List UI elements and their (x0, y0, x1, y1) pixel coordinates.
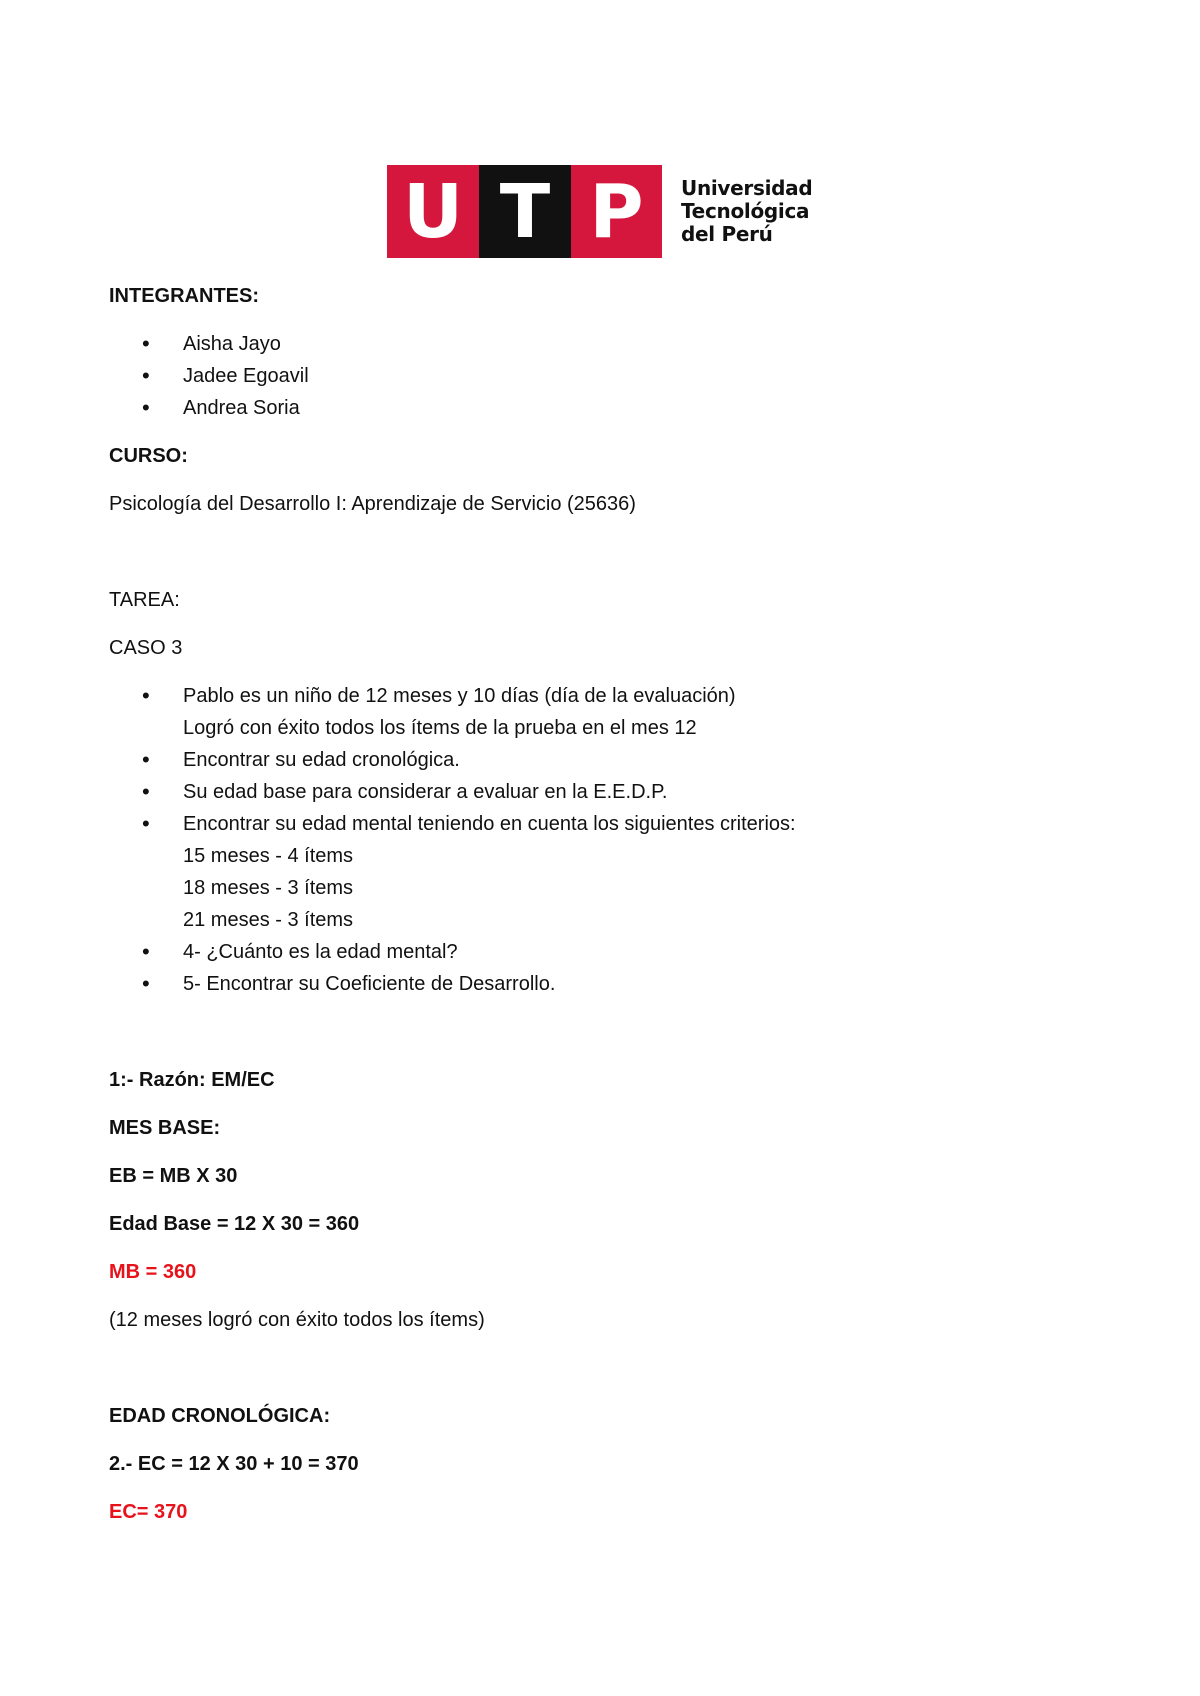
task-subline: 15 meses - 4 ítems (183, 845, 354, 867)
task-subline: 21 meses - 3 ítems (183, 909, 354, 931)
logo-letter-u: U (387, 165, 479, 258)
task-text: Pablo es un niño de 12 meses y 10 días (día de la evaluación) (183, 685, 736, 707)
bullet-icon: • (142, 811, 150, 836)
ec-formula: 2.- EC = 12 X 30 + 10 = 370 (109, 1453, 359, 1475)
document-body (109, 280, 1109, 1528)
bullet-icon: • (142, 331, 150, 356)
task-subline: 18 meses - 3 ítems (183, 877, 354, 899)
list-item (109, 808, 1109, 936)
list-item (109, 360, 1109, 392)
task-text: 5- Encontrar su Coeficiente de Desarrollo. (183, 973, 556, 995)
task-text: Su edad base para considerar a evaluar en la E.E.D.P. (183, 781, 668, 803)
curso-heading: CURSO: (109, 445, 188, 467)
bullet-icon: • (142, 683, 150, 708)
list-item (109, 680, 1109, 744)
mb-result: MB = 360 (109, 1261, 197, 1283)
caso-label: CASO 3 (109, 637, 183, 659)
ec-heading: EDAD CRONOLÓGICA: (109, 1405, 331, 1427)
razon-line: 1:- Razón: EM/EC (109, 1069, 275, 1091)
member-name: Andrea Soria (183, 397, 300, 419)
task-text: Encontrar su edad mental teniendo en cuenta los siguientes criterios: (183, 813, 796, 835)
task-subline: Logró con éxito todos los ítems de la prueba en el mes 12 (183, 717, 697, 739)
logo-letter-p: P (571, 165, 662, 258)
task-text: 4- ¿Cuánto es la edad mental? (183, 941, 458, 963)
logo-letter-t: T (479, 165, 571, 258)
list-item (109, 776, 1109, 808)
list-item (109, 392, 1109, 424)
integrantes-heading: INTEGRANTES: (109, 285, 259, 307)
task-text: Encontrar su edad cronológica. (183, 749, 460, 771)
bullet-icon: • (142, 747, 150, 772)
bullet-icon: • (142, 395, 150, 420)
tarea-heading: TAREA: (109, 589, 180, 611)
members-list (109, 328, 1109, 424)
list-item (109, 744, 1109, 776)
member-name: Aisha Jayo (183, 333, 281, 355)
list-item (109, 968, 1109, 1000)
eb-formula: EB = MB X 30 (109, 1165, 238, 1187)
tarea-list (109, 680, 1109, 1000)
bullet-icon: • (142, 779, 150, 804)
logo-university-name (681, 165, 812, 258)
member-name: Jadee Egoavil (183, 365, 309, 387)
mb-note: (12 meses logró con éxito todos los ítems) (109, 1309, 485, 1331)
edad-base-formula: Edad Base = 12 X 30 = 360 (109, 1213, 360, 1235)
bullet-icon: • (142, 971, 150, 996)
mes-base-heading: MES BASE: (109, 1117, 221, 1139)
utp-logo (387, 165, 812, 258)
list-item (109, 936, 1109, 968)
logo-name-line-3: del Perú (681, 222, 773, 246)
list-item (109, 328, 1109, 360)
logo-name-line-2: Tecnológica (681, 199, 810, 223)
bullet-icon: • (142, 363, 150, 388)
bullet-icon: • (142, 939, 150, 964)
logo-name-line-1: Universidad (681, 176, 813, 200)
ec-result: EC= 370 (109, 1501, 188, 1523)
curso-name: Psicología del Desarrollo I: Aprendizaje de Servicio (25636) (109, 493, 636, 515)
